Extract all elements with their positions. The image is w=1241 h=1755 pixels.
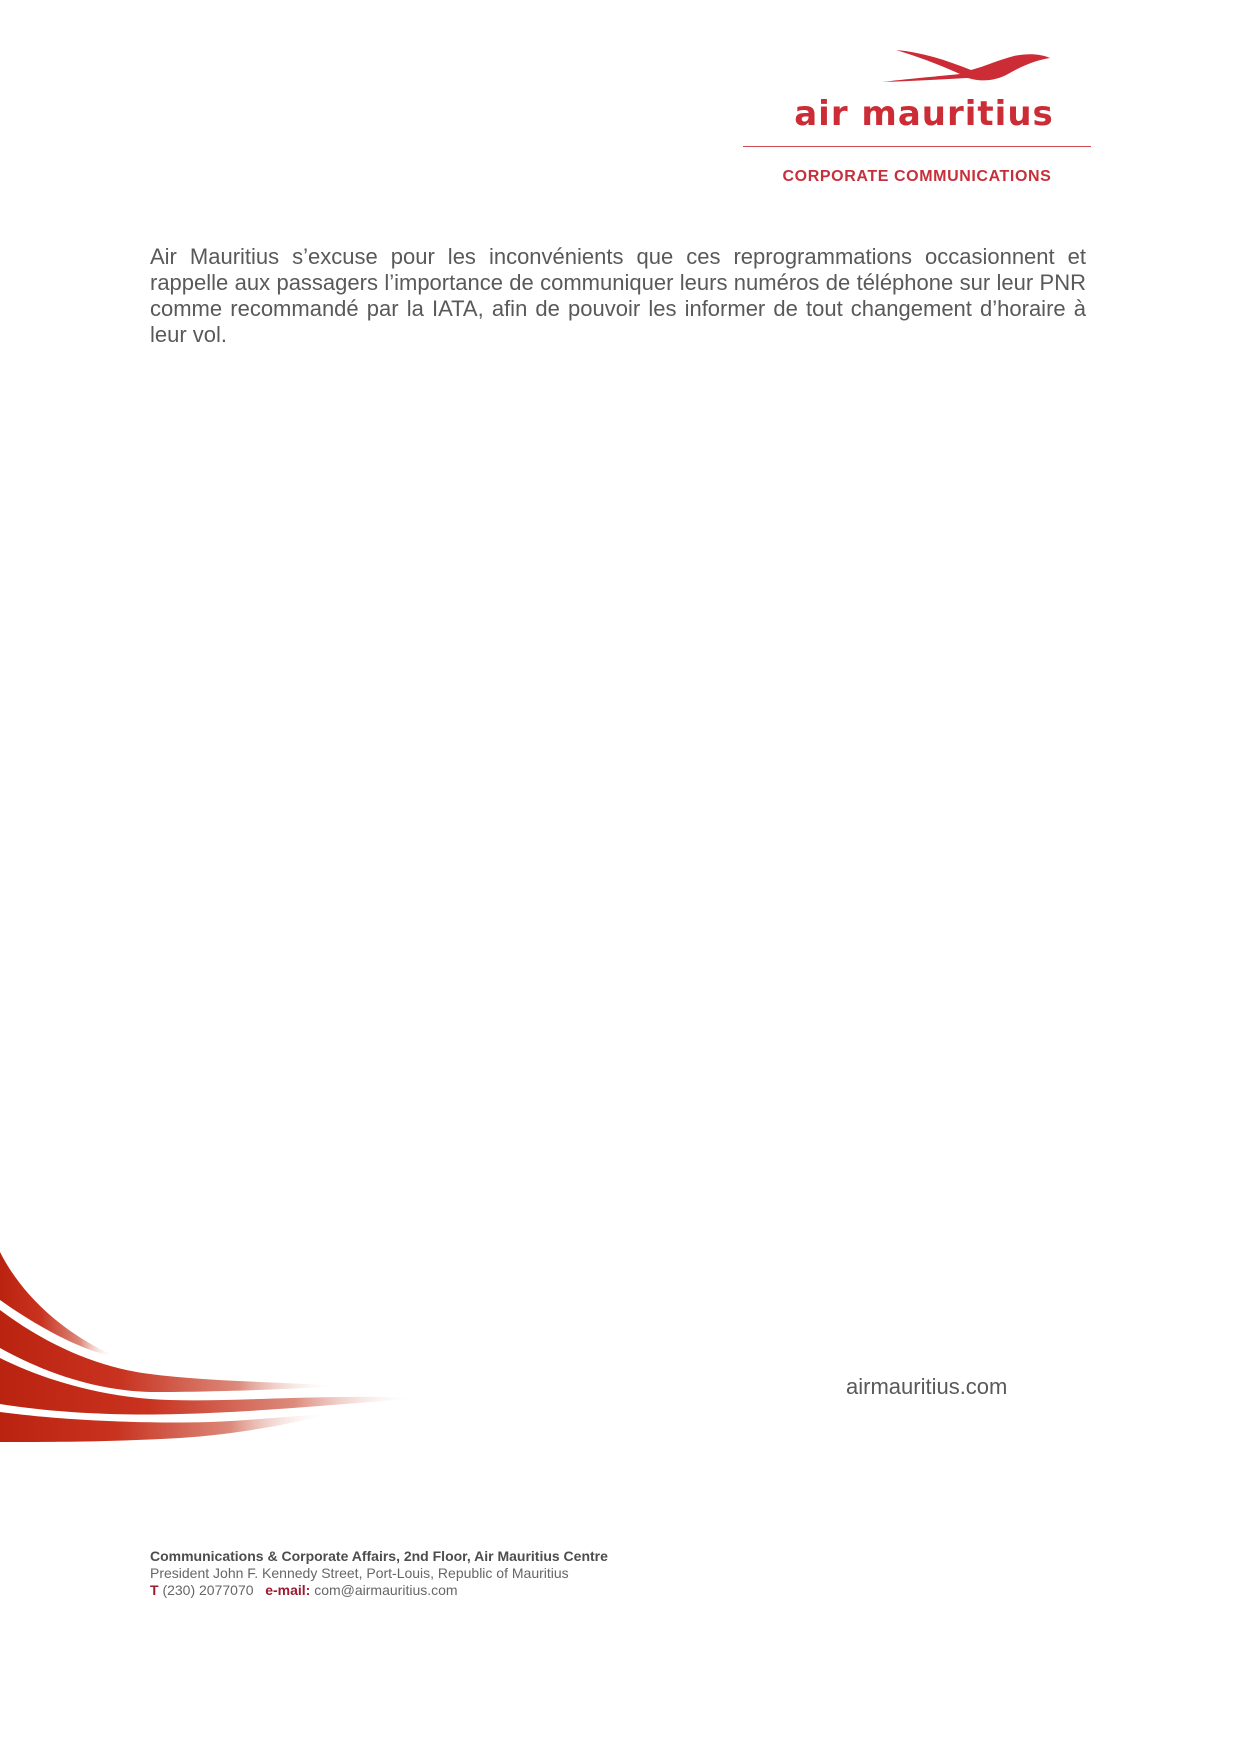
- department-heading: CORPORATE COMMUNICATIONS: [782, 168, 1052, 185]
- phone-number: (230) 2077070: [158, 1582, 254, 1598]
- email-label: e-mail:: [265, 1582, 311, 1598]
- paille-en-queue-bird-icon: [876, 48, 1052, 94]
- body-paragraph: Air Mauritius s’excuse pour les inconvénients que ces reprogrammations occasionnent et rappelle aux passagers l’importance de communiquer leurs numéros de téléphone sur leur PNR comme recommandé par la IATA, afin de pouvoir les informer de tout changement d’horaire à leur vol.: [150, 244, 1086, 347]
- air-mauritius-logo: [740, 44, 1100, 194]
- email-address[interactable]: com@airmauritius.com: [310, 1582, 458, 1598]
- footer-address-line: President John F. Kennedy Street, Port-Louis, Republic of Mauritius: [150, 1565, 569, 1581]
- website-link[interactable]: airmauritius.com: [846, 1374, 1008, 1399]
- footer-contact-line: [150, 1582, 608, 1599]
- footer-department-line: Communications & Corporate Affairs, 2nd Floor, Air Mauritius Centre: [150, 1548, 608, 1564]
- decorative-swoosh-graphic: [0, 1252, 440, 1447]
- logo-wordmark: air mauritius: [794, 94, 1054, 134]
- footer-contact-block: [150, 1548, 608, 1599]
- logo-divider: [743, 146, 1091, 147]
- phone-label: T: [150, 1582, 159, 1598]
